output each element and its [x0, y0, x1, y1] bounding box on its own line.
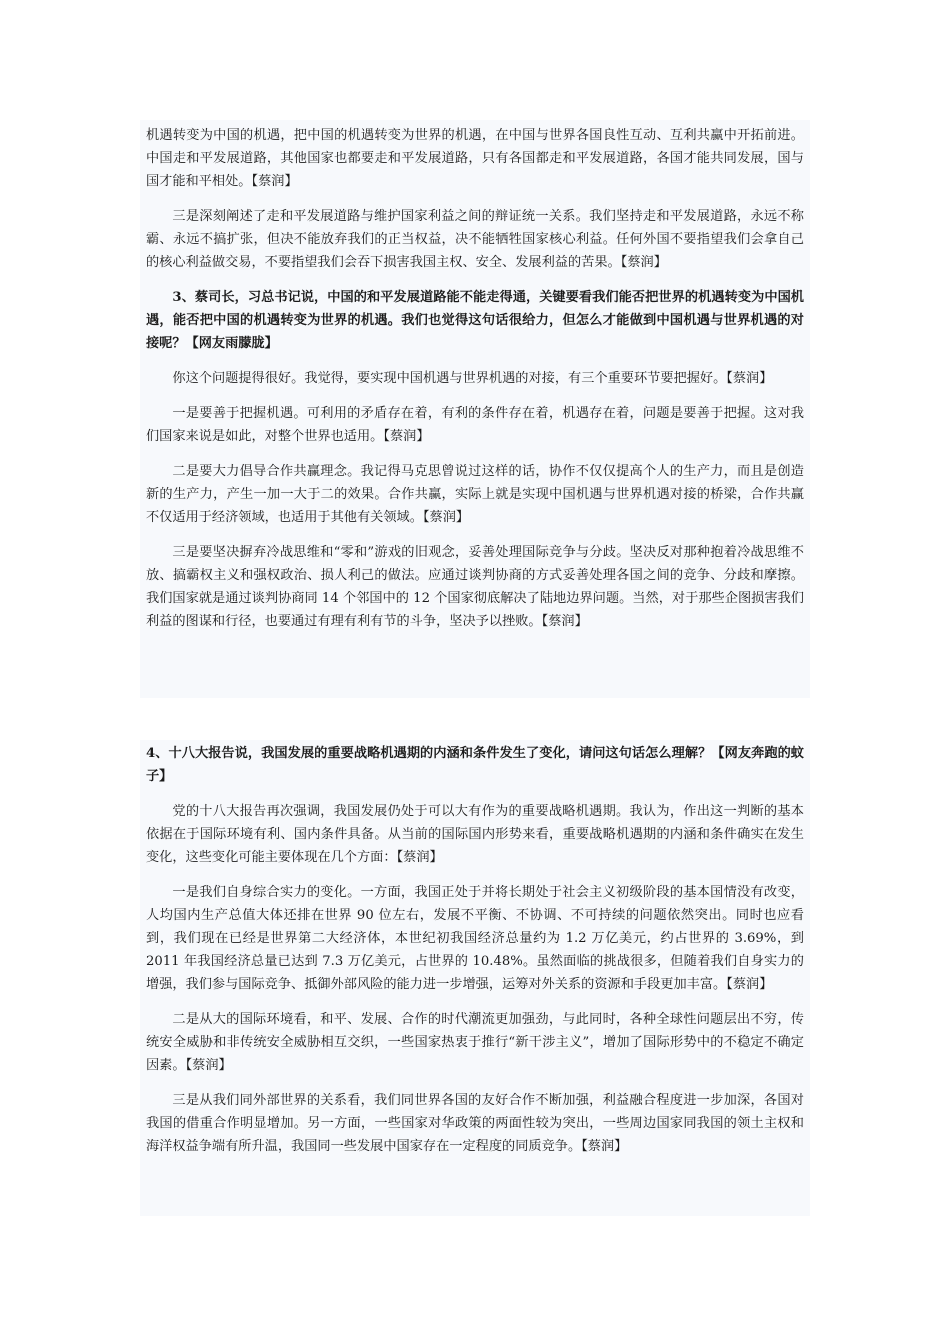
answer-paragraph: 二是要大力倡导合作共赢理念。我记得马克思曾说过这样的话，协作不仅仅提高个人的生产力，而且是创造新的生产力，产生一加一大于二的效果。合作共赢，实际上就是实现中国机遇与世界机遇对接的桥梁，合作共赢不仅适用于经济领域，也适用于其他有关领域。【蔡润】	[146, 464, 804, 525]
answer-paragraph: 一是要善于把握机遇。可利用的矛盾存在着，有利的条件存在着，机遇存在着，问题是要善于把握。这对我们国家来说是如此，对整个世界也适用。【蔡润】	[146, 406, 804, 444]
answer-paragraph: 二是从大的国际环境看，和平、发展、合作的时代潮流更加强劲，与此同时，各种全球性问题层出不穷，传统安全威胁和非传统安全威胁相互交织，一些国家热衷于推行“新干涉主义”，增加了国际形势中的不稳定不确定因素。【蔡润】	[146, 1012, 804, 1073]
question-paragraph: 3、蔡司长，习总书记说，中国的和平发展道路能不能走得通，关键要看我们能否把世界的机遇转变为中国机遇，能否把中国的机遇转变为世界的机遇。我们也觉得这句话很给力，但怎么才能做到中国机遇与世界机遇的对接呢？【网友雨朦胧】	[146, 290, 804, 351]
answer-paragraph: 机遇转变为中国的机遇，把中国的机遇转变为世界的机遇，在中国与世界各国良性互动、互利共赢中开拓前进。中国走和平发展道路，其他国家也都要走和平发展道路，只有各国都走和平发展道路，各国才能共同发展，国与国才能和平相处。【蔡润】	[146, 128, 804, 189]
answer-paragraph: 三是深刻阐述了走和平发展道路与维护国家利益之间的辩证统一关系。我们坚持走和平发展道路，永远不称霸、永远不搞扩张，但决不能放弃我们的正当权益，决不能牺牲国家核心利益。任何外国不要指望我们会拿自己的核心利益做交易，不要指望我们会吞下损害我国主权、安全、发展利益的苦果。【蔡润】	[146, 209, 804, 270]
answer-paragraph: 党的十八大报告再次强调，我国发展仍处于可以大有作为的重要战略机遇期。我认为，作出这一判断的基本依据在于国际环境有利、国内条件具备。从当前的国际国内形势来看，重要战略机遇期的内涵和条件确实在发生变化，这些变化可能主要体现在几个方面：【蔡润】	[146, 804, 804, 865]
answer-paragraph: 你这个问题提得很好。我觉得，要实现中国机遇与世界机遇的对接，有三个重要环节要把握好。【蔡润】	[172, 371, 773, 386]
answer-paragraph: 一是我们自身综合实力的变化。一方面，我国正处于并将长期处于社会主义初级阶段的基本国情没有改变，人均国内生产总值大体还排在世界 90 位左右，发展不平衡、不协调、不可持续的问题依然突出。同时也应看到，我们现在已经是世界第二大经济体，本世纪初我国经济总量约为 1.2 万亿美元，约占世界的 3.69%，到 2011 年我国经济总量已达到 7.3 万亿美元，占世界的 10.48%。虽然面临的挑战很多，但随着我们自身实力的增强，我们参与国际竞争、抵御外部风险的能力进一步增强，运筹对外关系的资源和手段更加丰富。【蔡润】	[146, 885, 804, 992]
question-paragraph: 4、十八大报告说，我国发展的重要战略机遇期的内涵和条件发生了变化，请问这句话怎么理解？【网友奔跑的蚊子】	[146, 746, 804, 784]
interview-section-1	[140, 120, 810, 698]
interview-section-2	[140, 740, 810, 1216]
answer-paragraph: 三是要坚决摒弃冷战思维和“零和”游戏的旧观念，妥善处理国际竞争与分歧。坚决反对那种抱着冷战思维不放、搞霸权主义和强权政治、损人利己的做法。应通过谈判协商的方式妥善处理各国之间的竞争、分歧和摩擦。我们国家就是通过谈判协商同 14 个邻国中的 12 个国家彻底解决了陆地边界问题。当然，对于那些企图损害我们利益的图谋和行径，也要通过有理有利有节的斗争，坚决予以挫败。【蔡润】	[146, 545, 804, 629]
answer-paragraph: 三是从我们同外部世界的关系看，我们同世界各国的友好合作不断加强，利益融合程度进一步加深，各国对我国的借重合作明显增加。另一方面，一些国家对华政策的两面性较为突出，一些周边国家同我国的领土主权和海洋权益争端有所升温，我国同一些发展中国家存在一定程度的同质竞争。【蔡润】	[146, 1093, 804, 1154]
